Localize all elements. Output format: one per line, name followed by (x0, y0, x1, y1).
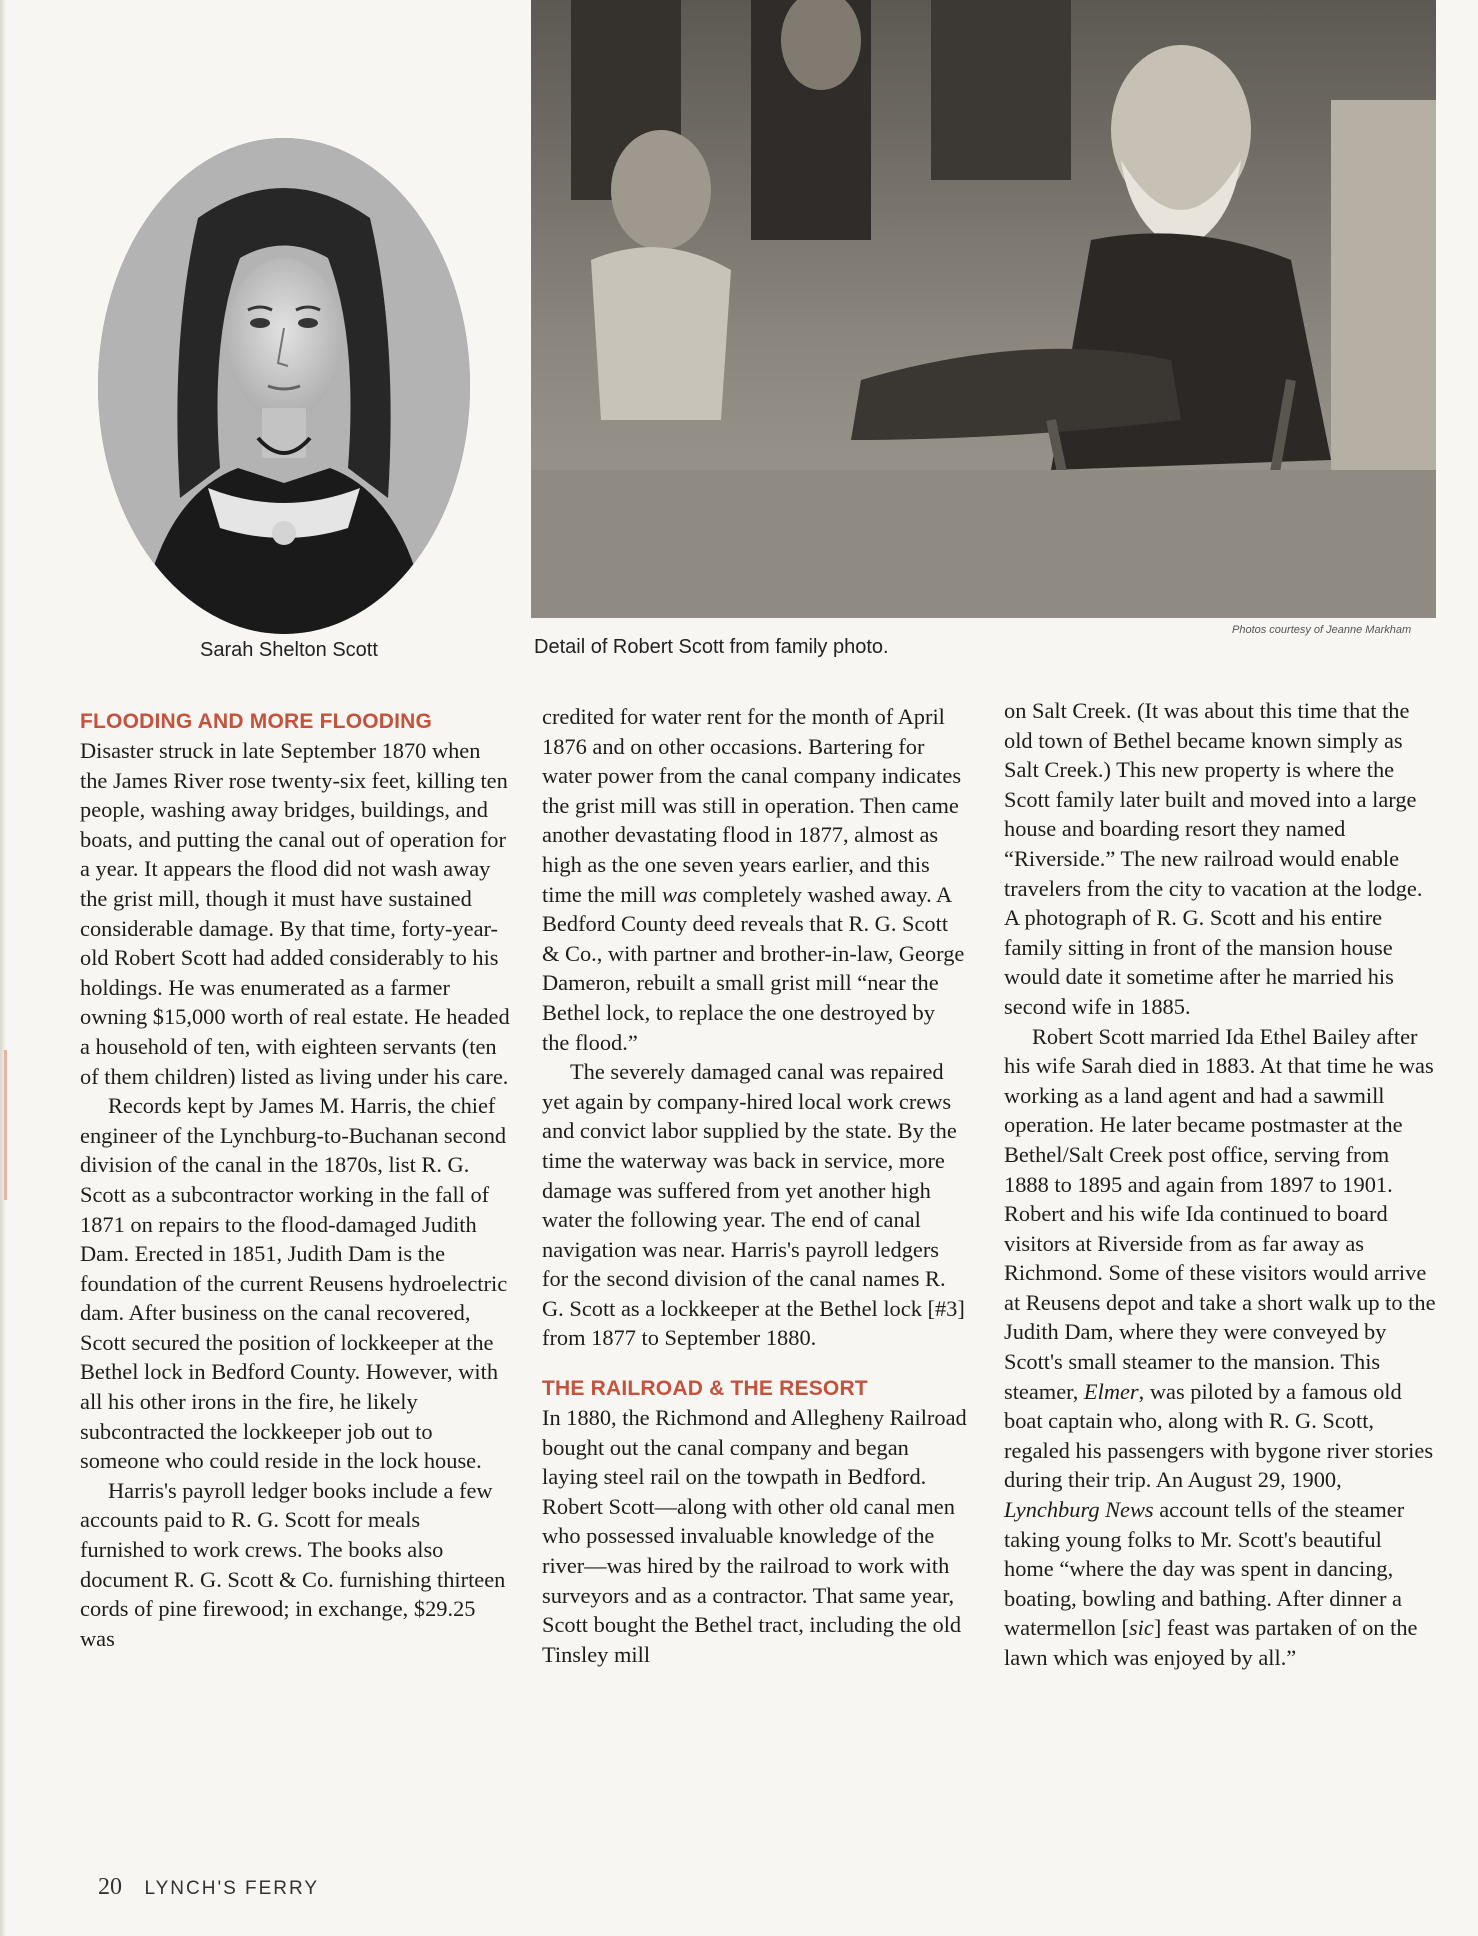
col3-p2-text-c: account tells of the steamer taking young folks to Mr. Scott's beautiful home “where the day was spent in dancing, boating, bowling and bathing. After dinner a watermellon [ (1004, 1497, 1405, 1641)
heading-railroad: THE RAILROAD & THE RESORT (542, 1377, 868, 1401)
photo-credit: Photos courtesy of Jeanne Markham (1232, 624, 1412, 636)
col3-p2-text-b: , was piloted by a famous old boat captain who, along with R. G. Scott, regaled his passengers with bygone river stories during their trip. An August 29, 1900, (1004, 1378, 1434, 1493)
heading-flooding: FLOODING AND MORE FLOODING (80, 710, 433, 733)
col2-paragraph-1 (542, 702, 967, 1057)
col3-p2-emphasis-3: sic (1128, 1615, 1154, 1641)
col2-p1-text-a: credited for water rent for the month of April 1876 and on other occasions. Bartering for water power from the canal company indicates the grist mill was still in operation. Then came another devastating flood in 1877, almost as high as the one seven years earlier, and this time the mill (542, 704, 962, 907)
col2-p1-emphasis: was (662, 881, 697, 907)
margin-accent (4, 1050, 7, 1200)
column-3 (1004, 696, 1436, 1673)
caption-sarah: Sarah Shelton Scott (200, 639, 378, 661)
col2-paragraph-3: In 1880, the Richmond and Allegheny Railroad bought out the canal company and began laying steel rail on the towpath in Bedford. Robert Scott—along with other old canal men who possessed invaluable knowledge of the river—was hired by the railroad to work with surveyors and as a contractor. That same year, Scott bought the Bethel tract, including the old Tinsley mill (542, 1405, 967, 1667)
caption-robert: Detail of Robert Scott from family photo. (534, 636, 889, 658)
col1-paragraph-2: Records kept by James M. Harris, the chief engineer of the Lynchburg-to-Buchanan second division of the canal in the 1870s, list R. G. Scott as a subcontractor working in the fall of 1871 on repairs to the flood-damaged Judith Dam. Erected in 1851, Judith Dam is the foundation of the current Reusens hydroelectric dam. After business on the canal recovered, Scott secured the position of lockkeeper at the Bethel lock in Bedford County. However, with all his other irons in the fire, he likely subcontracted the lockkeeper job out to someone who could reside in the lock house. (80, 1093, 508, 1474)
page-footer (98, 1874, 319, 1901)
magazine-name: LYNCH'S FERRY (144, 1878, 320, 1899)
page-number: 20 (98, 1874, 122, 1900)
col1-paragraph-1: Disaster struck in late September 1870 when the James River rose twenty-six feet, killing ten people, washing away bridges, buildings, and boats, and putting the canal out of operation for a year. It appears the flood did not wash away the grist mill, though it must have sustained considerable damage. By that time, forty-year-old Robert Scott had added considerably to his holdings. He was enumerated as a farmer owning $15,000 worth of real estate. He headed a household of ten, with eighteen servants (ten of them children) listed as living under his care. (80, 738, 510, 1089)
col3-paragraph-1: on Salt Creek. (It was about this time that the old town of Bethel became known simply as Salt Creek.) This new property is where the Scott family later built and moved into a large house and boarding resort they named “Riverside.” The new railroad would enable travelers from the city to vacation at the lodge. A photograph of R. G. Scott and his entire family sitting in front of the mansion house would date it sometime after he married his second wife in 1885. (1004, 698, 1423, 1019)
family-photo-robert-scott (531, 0, 1436, 618)
col2-p1-text-b: completely washed away. A Bedford County deed reveals that R. G. Scott & Co., with partner and brother-in-law, George Dameron, rebuilt a small grist mill “near the Bethel lock, to replace the one destroyed by the flood.” (542, 881, 965, 1055)
col2-paragraph-2: The severely damaged canal was repaired yet again by company-hired local work crews and convict labor supplied by the state. By the time the waterway was back in service, more damage was suffered from yet another high water the following year. The end of canal navigation was near. Harris's payroll ledgers for the second division of the canal names R. G. Scott as a lockkeeper at the Bethel lock [#3] from 1877 to September 1880. (542, 1059, 965, 1351)
col3-p2-text-a: Robert Scott married Ida Ethel Bailey after his wife Sarah died in 1883. At that time he was working as a land agent and had a sawmill operation. He later became postmaster at the Bethel/Salt Creek post office, serving from 1888 to 1895 and again from 1897 to 1901. Robert and his wife Ida continued to board visitors at Riverside from as far away as Richmond. Some of these visitors would arrive at Reusens depot and take a short walk up to the Judith Dam, where they were conveyed by Scott's small steamer to the mansion. This steamer, (1004, 1023, 1436, 1404)
col3-p2-emphasis-2: Lynchburg News (1004, 1497, 1154, 1523)
col1-paragraph-3: Harris's payroll ledger books include a few accounts paid to R. G. Scott for meals furnished to work crews. The books also document R. G. Scott & Co. furnishing thirteen cords of pine firewood; in exchange, $29.25 was (80, 1477, 506, 1651)
portrait-sarah-shelton-scott (98, 138, 470, 634)
col3-p2-text-d: ] feast was partaken of on the lawn which was enjoyed by all.” (1004, 1615, 1418, 1670)
col3-paragraph-2 (1004, 1022, 1436, 1673)
column-2 (542, 702, 967, 1669)
page-edge (0, 0, 6, 1936)
col3-p2-emphasis-1: Elmer (1083, 1378, 1139, 1404)
column-1 (80, 708, 510, 1653)
